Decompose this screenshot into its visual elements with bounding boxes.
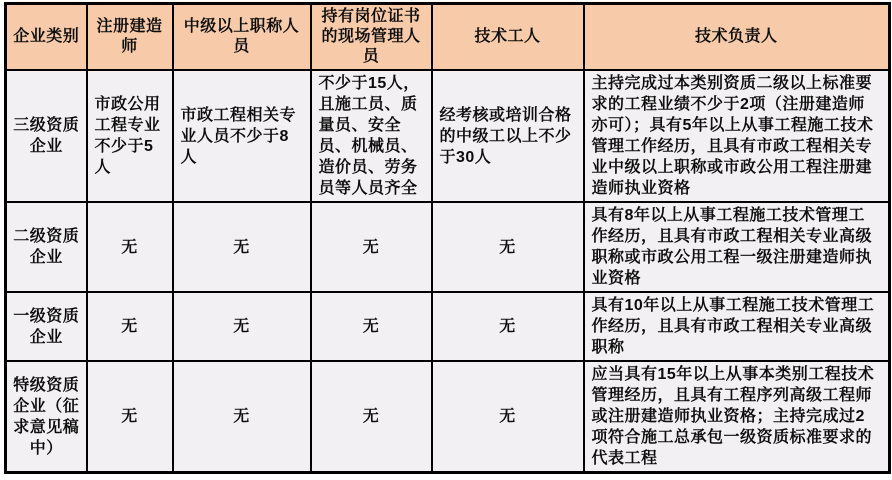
data-cell: 无	[173, 361, 311, 473]
data-cell: 具有8年以上从事工程施工技术管理工作经历，且具有市政工程相关专业高级职称或市政公用工程一级注册建造师执业资格	[584, 202, 890, 292]
category-cell: 二级资质企业	[6, 202, 87, 292]
data-cell: 市政工程相关专业人员不少于8人	[173, 70, 311, 202]
data-cell: 应当具有15年以上从事本类别工程技术管理经历，且具有工程序列高级工程师或注册建造师执业资格；主持完成过2项符合施工总承包一级资质标准要求的代表工程	[584, 361, 890, 473]
table-row	[6, 292, 890, 361]
data-cell: 无	[87, 292, 173, 361]
category-cell: 特级资质企业（征求意见稿中）	[6, 361, 87, 473]
header-cell-registered-constructor: 注册建造师	[87, 4, 173, 71]
category-cell: 三级资质企业	[6, 70, 87, 202]
data-cell: 经考核或培训合格的中级工以上不少于30人	[432, 70, 584, 202]
data-cell: 具有10年以上从事工程施工技术管理工作经历，且具有市政工程相关专业高级职称	[584, 292, 890, 361]
header-row	[6, 4, 890, 71]
table-row	[6, 202, 890, 292]
header-cell-technical-director: 技术负责人	[584, 4, 890, 71]
data-cell: 市政公用工程专业不少于5人	[87, 70, 173, 202]
data-cell: 无	[432, 292, 584, 361]
data-cell: 无	[173, 292, 311, 361]
data-cell: 无	[311, 202, 432, 292]
category-cell: 一级资质企业	[6, 292, 87, 361]
header-cell-category: 企业类别	[6, 4, 87, 71]
data-cell: 无	[87, 361, 173, 473]
qualification-table	[4, 2, 891, 474]
data-cell: 不少于15人，且施工员、质量员、安全员、机械员、造价员、劳务员等人员齐全	[311, 70, 432, 202]
data-cell: 无	[87, 202, 173, 292]
data-cell: 无	[432, 202, 584, 292]
data-cell: 无	[311, 361, 432, 473]
data-cell: 无	[311, 292, 432, 361]
data-cell: 主持完成过本类别资质二级以上标准要求的工程业绩不少于2项（注册建造师亦可）；具有5年以上从事工程施工技术管理工作经历，且具有市政工程相关专业中级以上职称或市政公用工程注册建造师执业资格	[584, 70, 890, 202]
header-cell-skilled-workers: 技术工人	[432, 4, 584, 71]
header-cell-certified-site-managers: 持有岗位证书的现场管理人员	[311, 4, 432, 71]
data-cell: 无	[173, 202, 311, 292]
data-cell: 无	[432, 361, 584, 473]
table-row	[6, 70, 890, 202]
table-row	[6, 361, 890, 473]
header-cell-mid-title-staff: 中级以上职称人员	[173, 4, 311, 71]
